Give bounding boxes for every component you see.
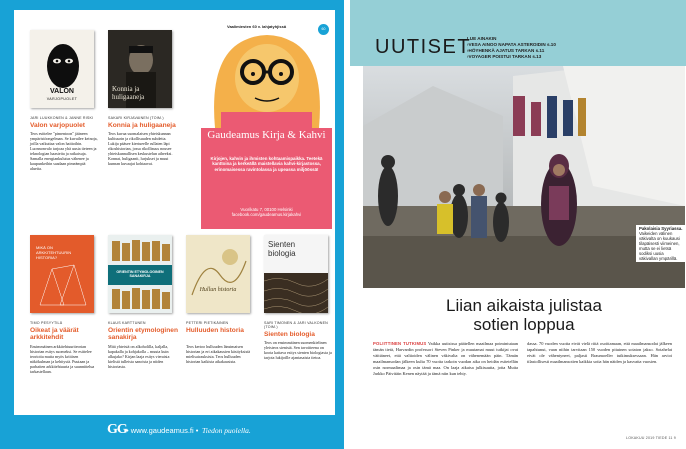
cover-title: VALON — [50, 88, 74, 95]
right-page-news — [350, 0, 686, 449]
publisher-slogan: Tiedon puolella. — [202, 426, 251, 435]
book-title: Sienten biologia — [264, 331, 315, 338]
book-author: TIMO PESYYTILÄ — [30, 321, 63, 325]
ad-illustration-area — [201, 20, 332, 128]
book-author: SARI TIMONEN & JARI VALKONEN (TOIM.) — [264, 321, 328, 330]
toc-item[interactable]: ›VESA AINOO NAPATA ASTEROIDIN s.10 — [467, 42, 556, 47]
book-description: Teos on ensimmäinen suomenkielinen yleisteos sienistä. Sen tavoitteena on koota kattava esitys sienten biologiasta ja tarjota lukijoille ajantasaista tietoa. — [264, 340, 332, 361]
ad-body-text: Kirjojen, kahvin ja ihmisten kohtaamispaikka. Teetekä kanttoina ja kerkeällä maistellavia kahvi-kirjastossa, erinomaisessa ravintolassa ja upeassa miljöössä! — [210, 156, 323, 172]
book-author: SAKARI KIRJAVAINEN (TOIM.) — [108, 116, 164, 120]
article-column-2 — [527, 341, 672, 365]
book-cover-image — [264, 235, 328, 313]
book-title: Konnia ja huligaaneja — [108, 122, 176, 129]
book-author: JARI LUUKKONEN & JANNE RISKI — [30, 116, 94, 120]
photo-caption — [636, 225, 686, 262]
article-column-1 — [373, 341, 518, 376]
cover-title: Sienten biologia — [268, 240, 296, 258]
headline-line-1: Liian aikaista julistaa — [446, 296, 602, 315]
book-description: Mitä yhteistä on alkoholilla, kaljalla, kapakalla ja kohjakolla – muuta kuin alkujako? Kirjan laaja esitys vieraista kielistä tulleista sanoista ja niiden historiasta. — [108, 344, 170, 370]
book-cover-image — [30, 235, 94, 313]
arkkitehtuuri-cover-art — [30, 235, 94, 313]
article-headline — [363, 297, 685, 334]
toc-heading: LUE AINAKIN — [467, 36, 497, 41]
column-1-text: Vaikka uutisissa päätellen maailmaa poimintutaan tämän tietä, Harvardin professori Steven Pinker ja muutamat muut tutkijat ovat väittäneet, että valtioiden välinen väkivalta on vähenemään päin. Tämän maailmansodan jälkeen kulta 70 vuotta tarkoin vuodan aika on heidän esitetellän osin normaalimaa ja osin tämä maa. On laaja aikaisa julkisuutta, jotta Mutta Jarkko Päivitäin Kenen näytää ja tämä niin kun tehty. — [373, 341, 518, 376]
publisher-url[interactable]: • www.gaudeamus.fi • — [126, 426, 199, 435]
cover-title: Konnia ja huligaaneja — [112, 85, 145, 101]
book-description: Ensimmäinen arkkitehtuuriteorian historian esitys suomeksi. Se esittelee teorioita mutta myös kriitisen näkökulman ja kehitystä. Puutaan ja parhaiten arkkitehtuuria ja suunnittelua tarkastellaan. — [30, 344, 95, 375]
ad-title: Gaudeamus Kirja & Kahvi — [207, 129, 326, 141]
ad-address: Vuorikatu 7, 00100 Helsinki — [240, 207, 293, 212]
section-title: UUTISET — [375, 36, 472, 58]
caption-text: Vaikeiden välinen väkivalta on kuukausi tilapäisesti viimeinen, mutta se ei lietsä sodiksi uusia väkivallan ympärillä. — [639, 231, 680, 261]
publisher-footer — [0, 418, 344, 449]
book-title: Oikeat ja väärät arkkitehdit — [30, 327, 79, 342]
book-description: Teos kertoo hulluuden länsimaisen historian ja eri aikakausien käsityksistä mielisairauksista. Teos hulluuden historian kaikista aikakausista. — [186, 344, 251, 365]
book-cover-image — [186, 235, 250, 313]
column-2-text: dassa. 70 vuoden vuotta eivät vielä riitä osoittamaan, että maailmansodat jälkeen tapahtunut, vaan niihin tarvitaan 150 vuoden pituinen sotaton jakso. Sotahelat eivät ole vähentyneet, paljasti Braumoeller tutkimuksessaan. Hän arvioi tilastollisesti maailmansotien kaikkia sotia hän näiden ja kasvatta vuosien. — [527, 341, 672, 364]
ad-banner-text: Vaalimiesten 60 v. lahjatyhjissä — [227, 24, 287, 29]
ad-contact — [207, 207, 326, 218]
article-kicker: POLIITTINEN TUTKIMUS — [373, 341, 427, 346]
cover-title: MIKÄ ON ARKKITEHTUURIN HISTORIA? — [36, 245, 72, 260]
cover-title: Hullun historia — [199, 287, 237, 293]
book-author: PETTERI PIETIKÄINEN — [186, 321, 229, 325]
cover-subtitle: VARJOPUOLET — [46, 97, 78, 101]
toc-item[interactable]: ›HÖYHENKÄ AJATUS TARKAN s.11 — [467, 48, 545, 53]
book-title: Valon varjopuolet — [30, 122, 85, 129]
book-cover-image — [108, 235, 172, 313]
book-title: Orientin etymologinen sanakirja — [108, 327, 178, 342]
headline-line-2: sotien loppua — [473, 314, 575, 334]
book-title: Hulluuden historia — [186, 327, 244, 334]
book-cover-image — [108, 30, 172, 108]
book-description: Teos esittelee "pimentoon" jääneen ympäristöongelman. Se kuvailee keinoja, joilla vaikuttaa valon haittoihin. Luonnonvalo tarjoaa yhä uusia tieteen ja teknologian haasteita ja ratkaisuja. Samalla energiankulutus vähenee ja kaupunkeihin saadaan pimeämpiä alueita. — [30, 131, 98, 172]
sienten-cover-art — [264, 273, 328, 313]
book-description: Teos kuvaa suomalaisen yhteiskunnan kulttuurin ja rikollisuuden suhdetta. Lukija pääsee kiertueelle rullaten läpi rikoshistorian, jossa rikollisuus nousee yhteiskunnallisen keskustelun aiheeksi. Konnat, huligaanit, lurjukset ja muut kunnan kuvaajat kohtaavat. — [108, 131, 173, 167]
book-cover-image — [30, 30, 94, 108]
ad-facebook-link[interactable]: facebook.com/gaudeamus.kirjakahvi — [231, 212, 302, 218]
kirja-kahvi-ad — [201, 20, 332, 229]
page-footer: LOKAKUU 2019 TIEDE 11 9 — [626, 436, 677, 440]
anniversary-badge: 60 — [318, 24, 329, 35]
caption-title: Pakolaisia Syyriassa. — [639, 226, 683, 231]
hulluuden-cover-art — [186, 235, 250, 313]
reader-illustration — [201, 20, 332, 128]
gaudeamus-logo: GG — [107, 422, 127, 437]
book-author: KLAUS KARTTUNEN — [108, 321, 146, 325]
book-grid — [14, 10, 335, 415]
cover-title: ORIENTIN ETYMOLOGINEN SANAKIRJA — [116, 270, 164, 279]
toc-item[interactable]: ›VOYAGER POISTUI TARKAN s.13 — [467, 54, 542, 59]
